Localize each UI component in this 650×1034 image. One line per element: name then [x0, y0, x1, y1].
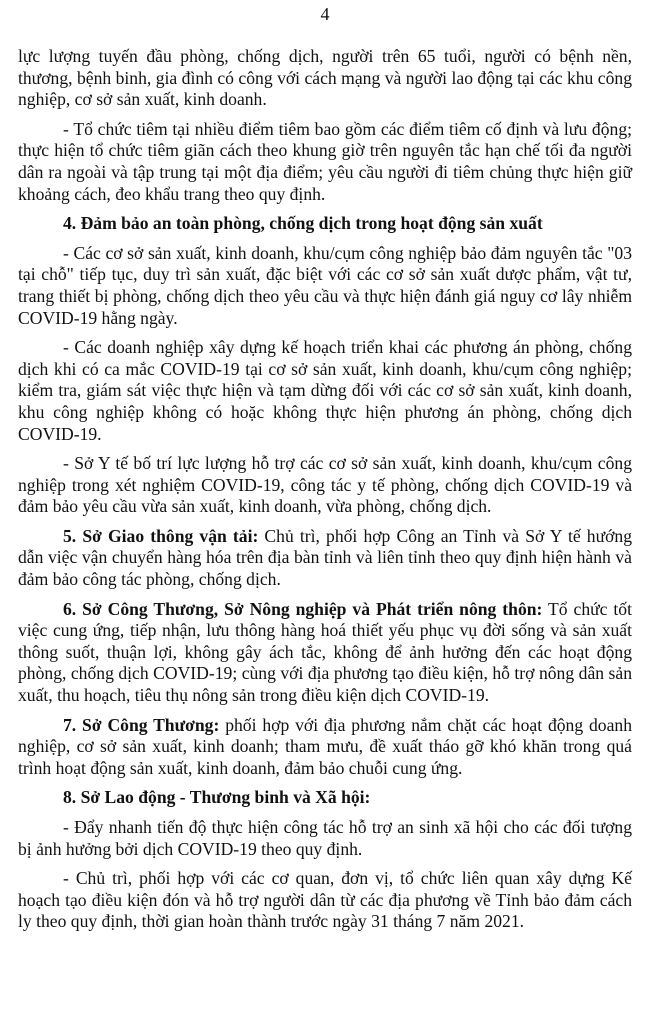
section-5-paragraph: [18, 526, 632, 591]
section-5-text: Chủ trì, phối hợp Công an Tỉnh và Sở Y tế hướng dẫn việc vận chuyển hàng hóa trên địa bàn tỉnh và liên tỉnh theo quy định hiện hành và đảm bảo công tác phòng, chống dịch.: [18, 525, 632, 590]
paragraph-2: - Tổ chức tiêm tại nhiều điểm tiêm bao gồm các điểm tiêm cố định và lưu động; thực hiện tổ chức tiêm giãn cách theo khung giờ trên nguyên tắc hạn chế tối đa người dân ra ngoài và tập trung tại một địa điểm; yêu cầu người đi tiêm chủng thực hiện giữ khoảng cách, đeo khẩu trang theo quy định.: [18, 118, 632, 204]
paragraph-3: - Các cơ sở sản xuất, kinh doanh, khu/cụm công nghiệp bảo đảm nguyên tắc "03 tại chỗ" tiếp tục, duy trì sản xuất, đặc biệt với các cơ sở sản xuất dược phẩm, vật tư, trang thiết bị phòng, chống dịch theo yêu cầu và thực hiện đánh giá nguy cơ lây nhiễm COVID-19 hằng ngày.: [18, 242, 632, 328]
document-body: [18, 46, 632, 933]
section-6-paragraph: [18, 599, 632, 707]
section-7-label: 7. Sở Công Thương:: [63, 714, 220, 735]
paragraph-7: - Chủ trì, phối hợp với các cơ quan, đơn vị, tổ chức liên quan xây dựng Kế hoạch tạo điều kiện đón và hỗ trợ người dân từ các địa phương về Tỉnh bảo đảm cách ly theo quy định, thời gian hoàn thành trước ngày 31 tháng 7 năm 2021.: [18, 868, 632, 932]
paragraph-6: - Đẩy nhanh tiến độ thực hiện công tác hỗ trợ an sinh xã hội cho các đối tượng bị ảnh hưởng bởi dịch COVID-19 theo quy định.: [18, 817, 632, 859]
paragraph-5: - Sở Y tế bố trí lực lượng hỗ trợ các cơ sở sản xuất, kinh doanh, khu/cụm công nghiệp trong xét nghiệm COVID-19, công tác y tế phòng, chống dịch COVID-19 và đảm bảo yêu cầu vừa sản xuất, kinh doanh, vừa phòng, chống dịch.: [18, 453, 632, 517]
section-6-label: 6. Sở Công Thương, Sở Nông nghiệp và Phát triển nông thôn:: [63, 598, 543, 619]
section-8-heading: 8. Sở Lao động - Thương binh và Xã hội:: [63, 787, 371, 808]
section-7-paragraph: [18, 715, 632, 780]
paragraph-1: lực lượng tuyến đầu phòng, chống dịch, người trên 65 tuổi, người có bệnh nền, thương, bệnh binh, gia đình có công với cách mạng và người lao động tại các khu công nghiệp, cơ sở sản xuất, kinh doanh.: [18, 46, 632, 110]
section-5-label: 5. Sở Giao thông vận tải:: [63, 525, 259, 546]
paragraph-4: - Các doanh nghiệp xây dựng kế hoạch triển khai các phương án phòng, chống dịch khi có ca mắc COVID-19 tại cơ sở sản xuất, kinh doanh, khu/cụm công nghiệp; kiểm tra, giám sát việc thực hiện và tạm dừng đối với các cơ sở sản xuất, kinh doanh, khu công nghiệp không có hoặc không thực hiện phương án phòng, chống dịch COVID-19.: [18, 337, 632, 444]
section-7-text: phối hợp với địa phương nắm chặt các hoạt động doanh nghiệp, cơ sở sản xuất, kinh doanh; tham mưu, đề xuất tháo gỡ khó khăn trong quá trình hoạt động sản xuất, kinh doanh, đảm bảo chuỗi cung ứng.: [18, 714, 632, 778]
page-number: 4: [320, 4, 330, 24]
section-6-text: Tổ chức tốt việc cung ứng, tiếp nhận, lưu thông hàng hoá thiết yếu phục vụ đời sống và sản xuất thông suốt, thuận lợi, không gây ách tắc, không để ảnh hưởng đến các hoạt động phòng, chống dịch COVID-19; cùng với địa phương tạo điều kiện, hỗ trợ nông dân sản xuất, thu hoạch, tiêu thụ nông sản trong điều kiện dịch COVID-19.: [18, 598, 632, 706]
section-4-heading: 4. Đảm bảo an toàn phòng, chống dịch trong hoạt động sản xuất: [63, 213, 543, 234]
